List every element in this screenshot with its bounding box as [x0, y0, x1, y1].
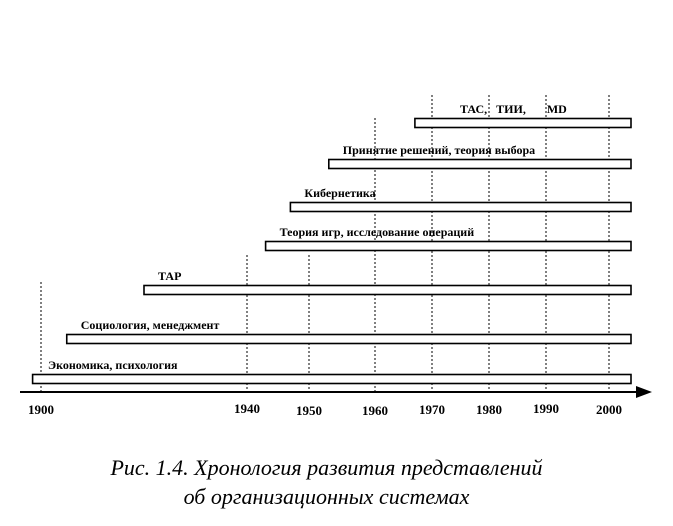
axis-arrow-icon — [636, 386, 652, 398]
bar-3 — [266, 242, 631, 251]
bar-label-3: Теория игр, исследование операций — [279, 225, 475, 239]
figure-caption-line-2: об организационных системах — [183, 484, 470, 509]
bar-0 — [415, 119, 631, 128]
bar-label-0: ТАС, ТИИ, MD — [460, 102, 567, 116]
bar-1 — [329, 160, 631, 169]
tick-label-1940: 1940 — [234, 401, 260, 416]
bar-label-4: ТАР — [158, 269, 182, 283]
tick-label-1960: 1960 — [362, 403, 388, 418]
bar-6 — [33, 375, 631, 384]
bar-label-6: Экономика, психология — [48, 358, 178, 372]
tick-label-1980: 1980 — [476, 402, 502, 417]
tick-label-2000: 2000 — [596, 402, 622, 417]
bar-4 — [144, 286, 631, 295]
tick-label-1970: 1970 — [419, 402, 445, 417]
timeline-bars — [33, 102, 631, 384]
tick-label-1950: 1950 — [296, 403, 322, 418]
bar-2 — [290, 203, 631, 212]
bar-label-1: Принятие решений, теория выбора — [342, 143, 536, 157]
tick-labels — [28, 401, 622, 418]
bar-label-2: Кибернетика — [304, 186, 376, 200]
bar-5 — [67, 335, 631, 344]
time-axis — [20, 386, 652, 398]
bar-label-5: Социология, менеджмент — [80, 318, 220, 332]
figure-caption-line-1: Рис. 1.4. Хронология развития представлений — [110, 455, 543, 480]
tick-label-1900: 1900 — [28, 402, 54, 417]
tick-label-1990: 1990 — [533, 401, 559, 416]
